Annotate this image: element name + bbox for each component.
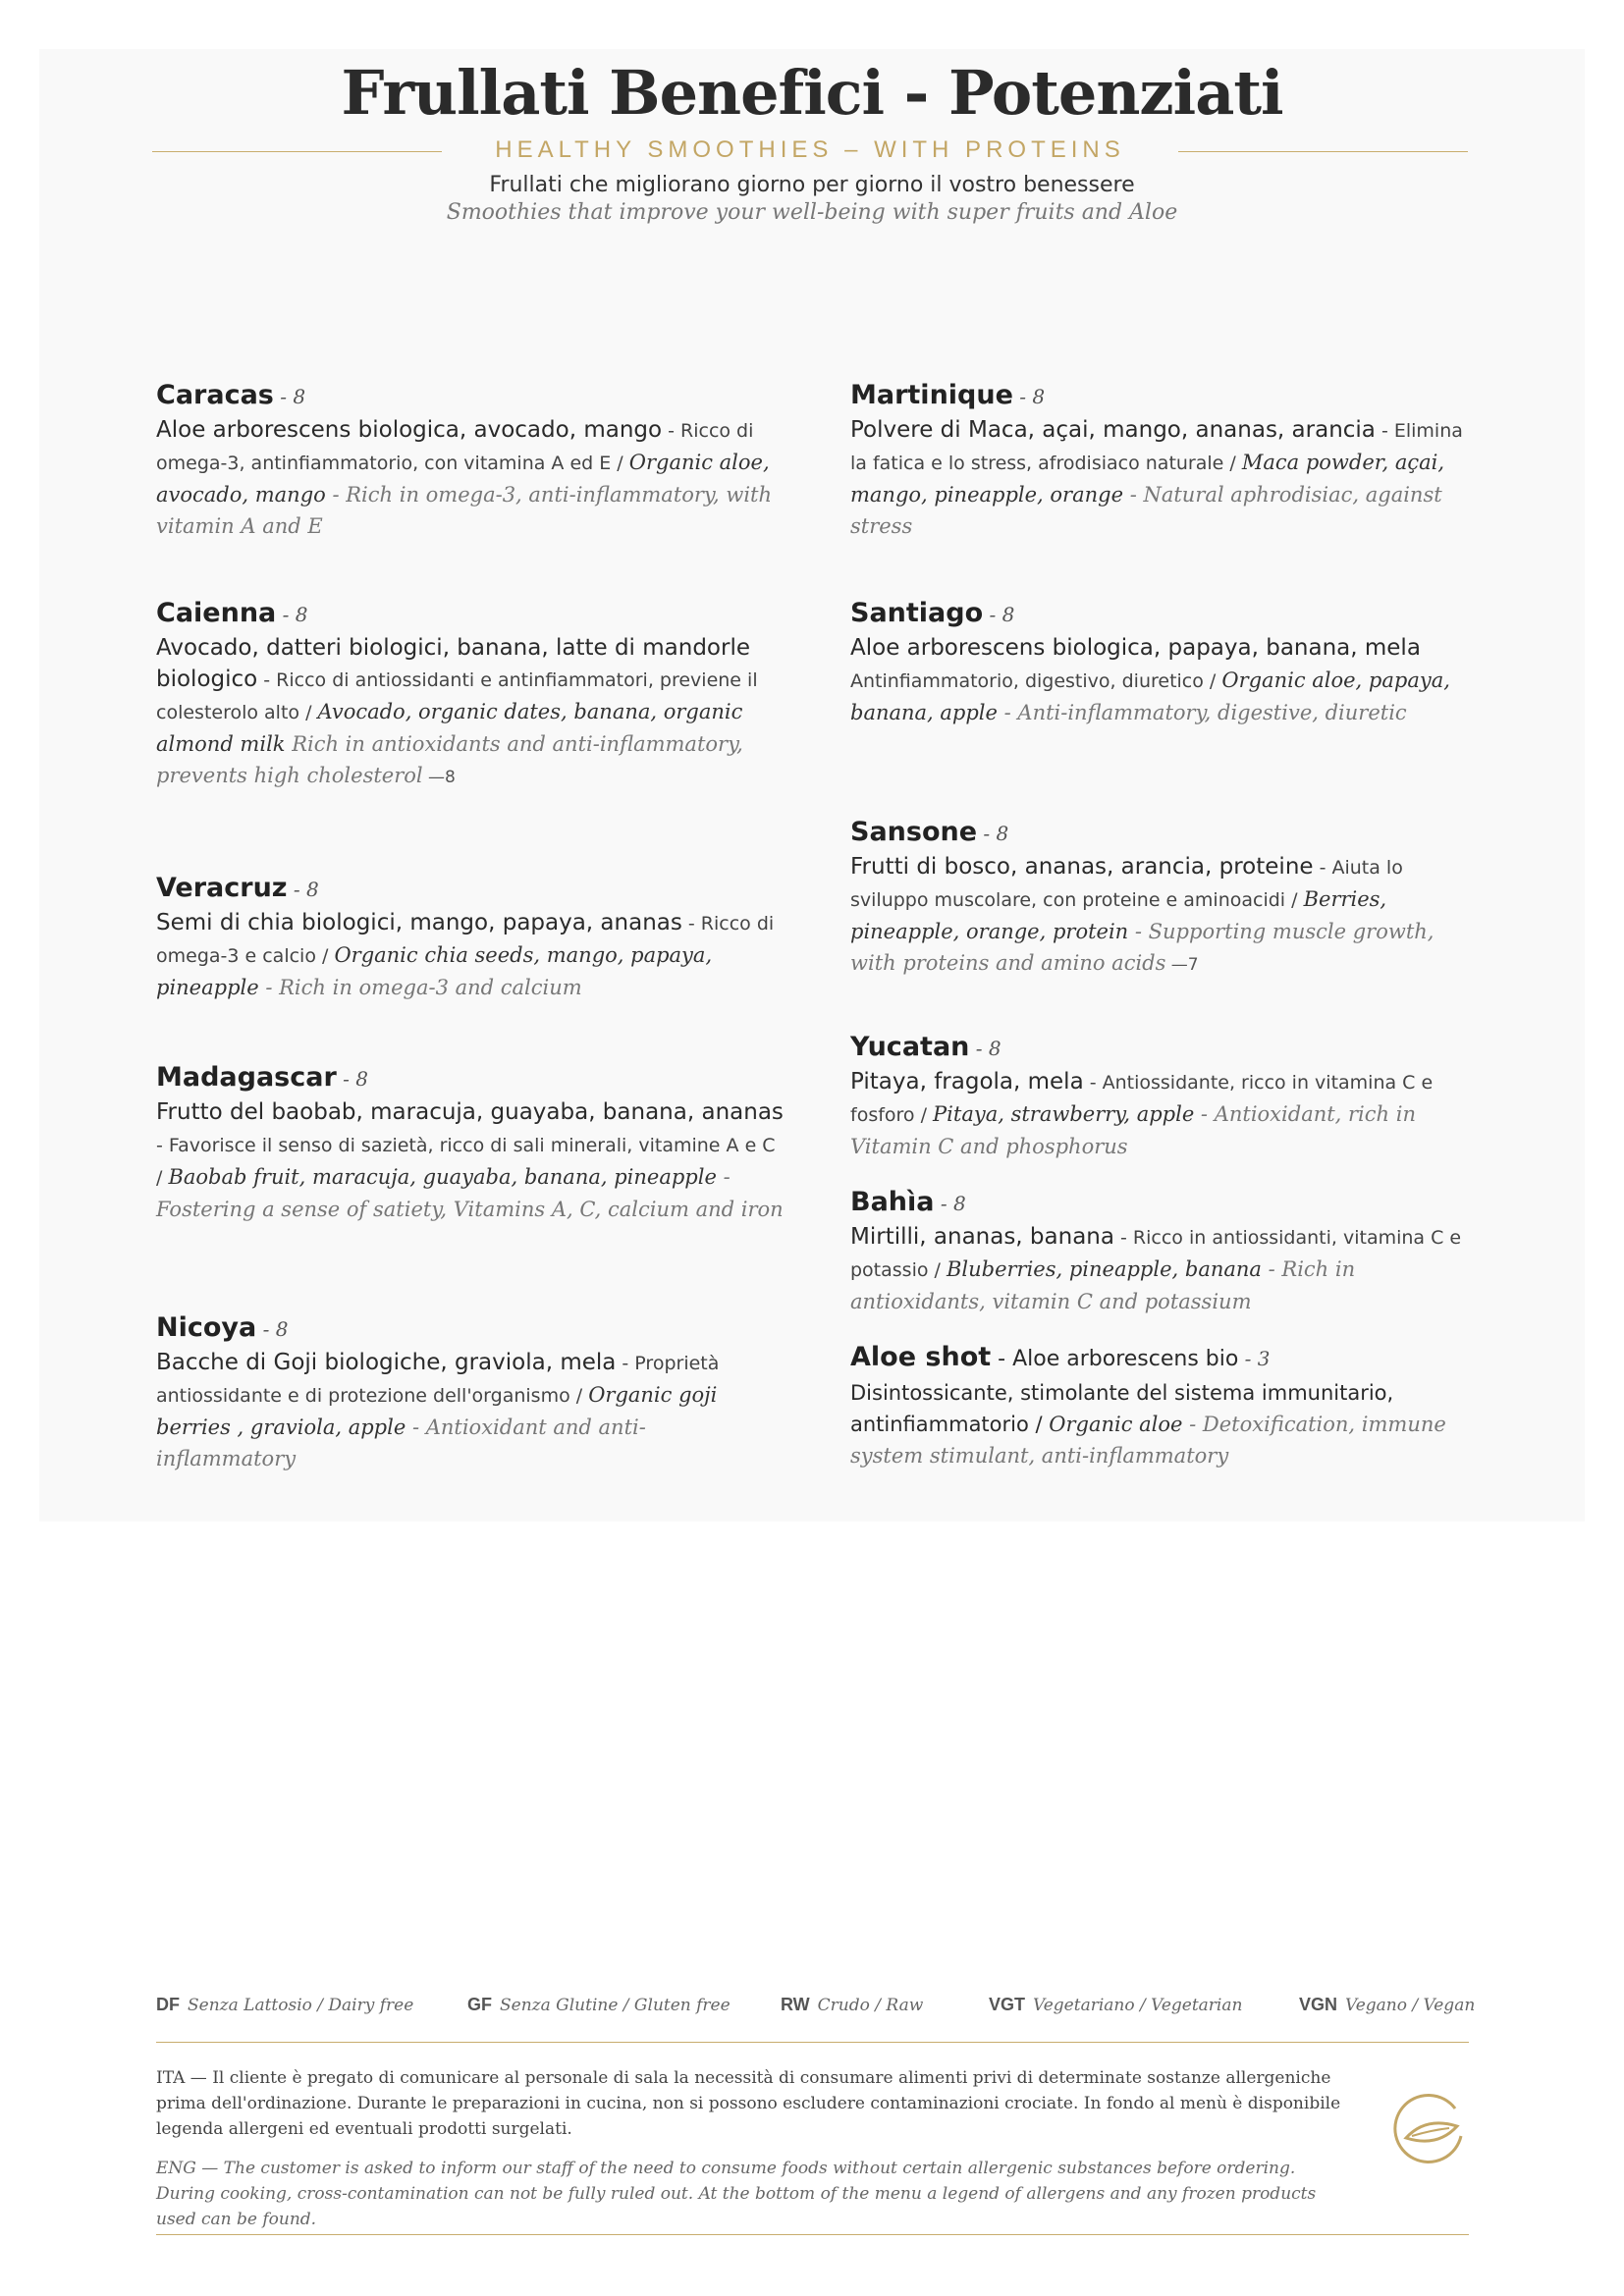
item-benefits-it: - Elimina la fatica e lo stress, afrodisiaco naturale / [850, 420, 1463, 474]
tagline-italian: Frullati che migliorano giorno per giorno il vostro benessere [489, 173, 1135, 197]
item-ingredients: Frutti di bosco, ananas, arancia, proteine [850, 854, 1314, 880]
item-benefits-en: - Antioxidant and anti-inflammatory [156, 1415, 646, 1470]
item-benefits-en: - Antioxidant, rich in Vitamin C and phosphorus [850, 1102, 1416, 1158]
item-name: Bahìa [850, 1187, 935, 1217]
item-name: Madagascar [156, 1062, 337, 1093]
item-name: Caienna [156, 598, 277, 628]
item-ingredients: Bacche di Goji biologiche, graviola, mela [156, 1350, 617, 1375]
item-benefits-en: - Anti-inflammatory, digestive, diuretic [997, 701, 1407, 724]
item-price: - 8 [287, 878, 319, 901]
menu-item [156, 871, 785, 1003]
menu-item [850, 378, 1479, 542]
legend-item [1299, 1995, 1475, 2015]
item-price: - 8 [336, 1067, 368, 1091]
item-ingredients-en: Maca powder, açai, mango, pineapple, orange [850, 451, 1445, 507]
item-name: Aloe shot [850, 1342, 992, 1372]
legend-text: Crudo / Raw [817, 1996, 924, 2015]
item-ingredients-en: Pitaya, strawberry, apple [933, 1102, 1195, 1126]
item-benefits-it: Disintossicante, stimolante del sistema immunitario, antinfiammatorio / [850, 1381, 1394, 1436]
item-description [156, 907, 785, 1003]
item-ingredients-en: Organic aloe, papaya, banana, apple [850, 668, 1450, 724]
item-benefits-en: Rich in antioxidants and anti-inflammatory, prevents high cholesterol [156, 732, 743, 787]
item-description [850, 414, 1479, 542]
item-description [156, 632, 785, 793]
item-benefits-it: - Favorisce il senso di sazietà, ricco di sali minerali, vitamine A e C / [156, 1135, 776, 1189]
allergen-notice-italian: ITA — Il cliente è pregato di comunicare al personale di sala la necessità di consumare alimenti privi di determinate sostanze allergeniche prima dell'ordinazione. Durante le preparazioni in cucina, non si possono escludere contaminazioni crociate. In fondo al menù è disponibile legenda allergeni ed eventuali prodotti surgelati. [156, 2068, 1341, 2139]
legend-text: Senza Lattosio / Dairy free [188, 1996, 414, 2015]
item-ingredients: Frutto del baobab, maracuja, guayaba, banana, ananas [156, 1099, 784, 1125]
legend-code: DF [156, 1995, 180, 2014]
item-price: - 8 [1012, 385, 1046, 408]
legend-text: Senza Glutine / Gluten free [500, 1996, 731, 2015]
item-suffix: —7 [1165, 955, 1199, 975]
leaf-g-logo-icon [1386, 2087, 1469, 2169]
item-description [156, 414, 785, 542]
item-price: - 3 [1238, 1347, 1271, 1370]
menu-item [850, 596, 1479, 728]
item-benefits-en: - Fostering a sense of satiety, Vitamins A, C, calcium and iron [156, 1165, 784, 1221]
item-description [156, 1347, 785, 1474]
item-ingredients: Pitaya, fragola, mela [850, 1069, 1084, 1095]
allergen-legend [156, 1995, 1476, 2028]
item-price: - 8 [983, 603, 1015, 626]
item-name: Martinique [850, 380, 1013, 410]
menu-item [156, 596, 785, 793]
item-description [850, 1066, 1479, 1162]
item-name: Veracruz [156, 873, 288, 903]
legend-item [989, 1995, 1242, 2015]
item-ingredients-en: Baobab fruit, maracuja, guayaba, banana, pineapple [168, 1165, 717, 1189]
legend-code: VGT [989, 1995, 1026, 2014]
item-description [156, 1096, 785, 1225]
item-ingredients: Polvere di Maca, açai, mango, ananas, arancia [850, 417, 1376, 443]
item-description [850, 632, 1479, 728]
menu-item [156, 1310, 785, 1474]
item-name: Yucatan [850, 1032, 970, 1062]
legend-text: Vegetariano / Vegetarian [1033, 1996, 1243, 2015]
item-benefits-it: - Antiossidante, ricco in vitamina C e fosforo / [850, 1072, 1434, 1126]
item-benefits-en: - Rich in omega-3 and calcium [258, 976, 582, 999]
legend-divider [156, 2042, 1469, 2043]
menu-item [156, 378, 785, 542]
item-suffix: —8 [422, 768, 456, 787]
item-benefits-en: - Natural aphrodisiac, against stress [850, 483, 1442, 538]
menu-item [850, 1185, 1479, 1317]
item-ingredients-en: Organic aloe, avocado, mango [156, 451, 770, 507]
bottom-divider [156, 2234, 1469, 2235]
item-benefits-it: - Ricco in antiossidanti, vitamina C e potassio / [850, 1227, 1462, 1281]
item-name: Nicoya [156, 1312, 257, 1343]
item-benefits-en: - Rich in omega-3, anti-inflammatory, with vitamin A and E [156, 483, 773, 538]
item-benefits-it: Antinfiammatorio, digestivo, diuretico / [850, 670, 1222, 692]
legend-item [781, 1995, 923, 2015]
item-benefits-en: - Rich in antioxidants, vitamin C and potassium [850, 1257, 1356, 1313]
legend-text: Vegano / Vegan [1345, 1996, 1476, 2015]
item-ingredients: Avocado, datteri biologici, banana, latte di mandorle biologico [156, 635, 750, 692]
item-ingredients-en: Organic goji berries , graviola, apple [156, 1383, 718, 1439]
legend-item [467, 1995, 731, 2015]
item-benefits-en: - Detoxification, immune system stimulant, anti-inflammatory [850, 1413, 1446, 1468]
item-price: - 8 [256, 1317, 289, 1341]
legend-code: RW [781, 1995, 810, 2014]
item-ingredients-en: Organic aloe [1049, 1413, 1183, 1436]
item-benefits-it: - Aiuta lo sviluppo muscolare, con proteine e aminoacidi / [850, 857, 1403, 911]
legend-code: GF [467, 1995, 492, 2014]
item-name: Sansone [850, 817, 978, 847]
item-ingredients-en: Avocado, organic dates, banana, organic almond milk [156, 700, 743, 756]
menu-item [850, 815, 1479, 981]
tagline-english: Smoothies that improve your well-being with super fruits and Aloe [446, 200, 1178, 225]
item-description [850, 1377, 1479, 1471]
item-ingredients-en: Berries, pineapple, orange, protein [850, 887, 1387, 943]
item-benefits-en: - Supporting muscle growth, with proteins and amino acids [850, 920, 1435, 975]
item-name-extra: - Aloe arborescens bio [991, 1347, 1239, 1371]
item-benefits-it: - Ricco di omega-3 e calcio / [156, 913, 775, 967]
item-ingredients-en: Organic chia seeds, mango, papaya, pineapple [156, 943, 713, 999]
page-title: Frullati Benefici - Potenziati [341, 57, 1283, 129]
item-ingredients: Aloe arborescens biologica, avocado, mango [156, 417, 663, 443]
subtitle-row [152, 133, 1468, 172]
item-name: Caracas [156, 380, 274, 410]
item-name: Santiago [850, 598, 984, 628]
item-ingredients: Semi di chia biologici, mango, papaya, ananas [156, 910, 682, 935]
item-price: - 8 [934, 1192, 966, 1215]
menu-header [0, 49, 1624, 137]
item-price: - 8 [276, 603, 308, 626]
item-benefits-it: - Ricco di antiossidanti e antinfiammatori, previene il colesterolo alto / [156, 669, 758, 723]
legend-code: VGN [1299, 1995, 1338, 2014]
allergen-notice-english: ENG — The customer is asked to inform our staff of the need to consume foods without certain allergenic substances before ordering. During cooking, cross-contamination can not be fully ruled out. At the bottom of the menu a legend of allergens and any frozen products used can be found. [156, 2159, 1317, 2229]
item-price: - 8 [977, 822, 1009, 845]
menu-item [850, 1340, 1479, 1471]
item-benefits-it: - Ricco di omega-3, antinfiammatorio, con vitamina A ed E / [156, 420, 754, 474]
legend-item [156, 1995, 413, 2015]
page-subtitle: HEALTHY SMOOTHIES – WITH PROTEINS [495, 136, 1125, 163]
item-description [850, 851, 1479, 981]
item-description [850, 1221, 1479, 1317]
item-ingredients: Aloe arborescens biologica, papaya, banana, mela [850, 635, 1421, 661]
item-ingredients: Mirtilli, ananas, banana [850, 1224, 1114, 1250]
subtitle-divider-right [1178, 151, 1468, 152]
menu-item [850, 1030, 1479, 1162]
item-ingredients-en: Bluberries, pineapple, banana [946, 1257, 1262, 1281]
menu-item [156, 1060, 785, 1225]
item-price: - 8 [969, 1037, 1001, 1060]
item-benefits-it: - Proprietà antiossidante e di protezione dell'organismo / [156, 1353, 720, 1407]
item-price: - 8 [273, 385, 306, 408]
